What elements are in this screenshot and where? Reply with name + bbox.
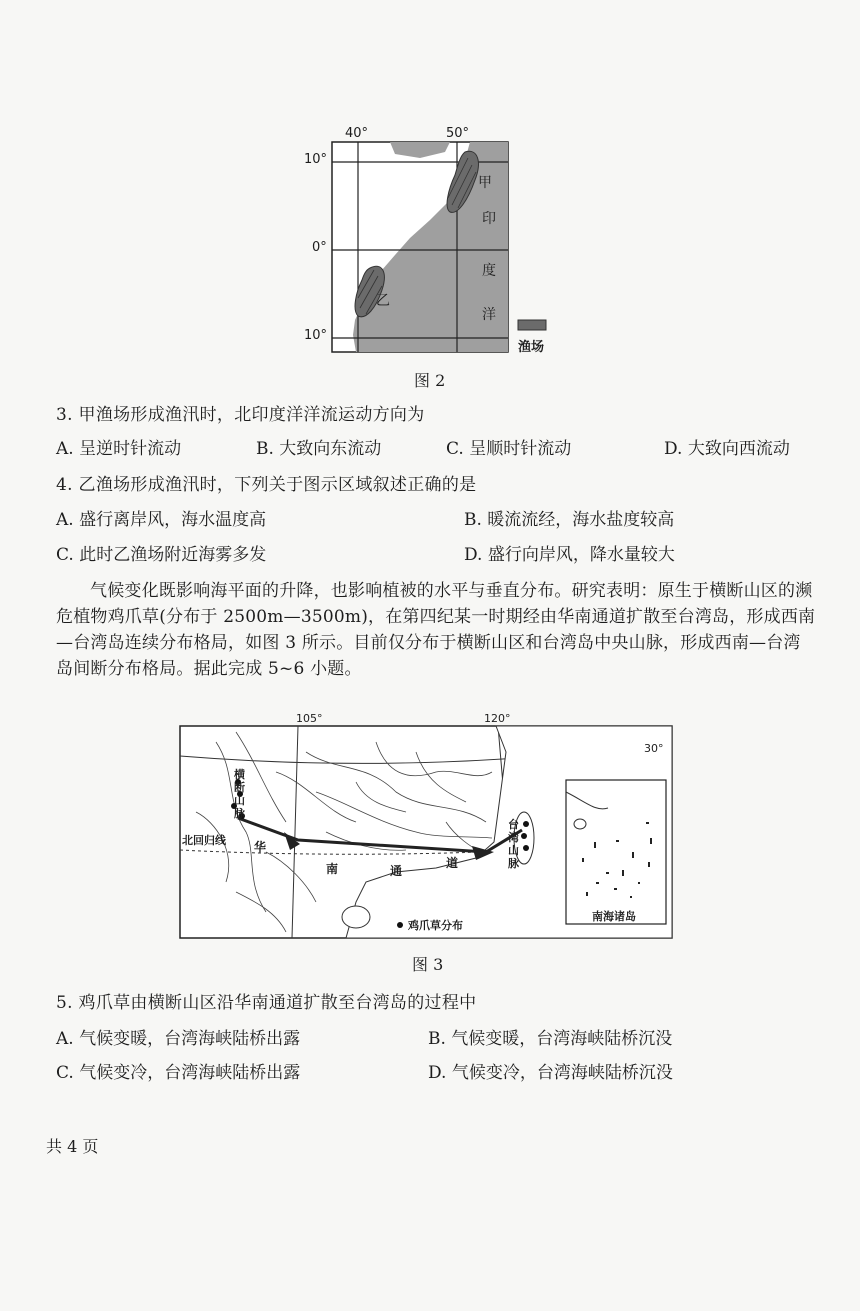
taiwan-char-1: 台 — [508, 818, 519, 831]
lat-label-0: 0° — [312, 240, 327, 255]
q5-option-d: D. 气候变冷，台湾海峡陆桥沉没 — [428, 1063, 673, 1083]
q3-option-c: C. 呈顺时针流动 — [446, 439, 572, 459]
question-4-stem: 4. 乙渔场形成渔汛时，下列关于图示区域叙述正确的是 — [56, 475, 477, 495]
sea-char-2: 度 — [482, 263, 496, 279]
hengduan-char-1: 横 — [234, 768, 245, 781]
q5-option-a: A. 气候变暖，台湾海峡陆桥出露 — [56, 1029, 301, 1049]
lat-label-10n: 10° — [304, 152, 328, 167]
sea-char-1: 印 — [482, 211, 496, 227]
q4-option-d: D. 盛行向岸风，降水量较大 — [464, 545, 675, 565]
lat-label-30: 30° — [644, 742, 664, 755]
figure-2-svg — [300, 120, 560, 360]
q4-option-c: C. 此时乙渔场附近海雾多发 — [56, 545, 267, 565]
passage-text: 气候变化既影响海平面的升降，也影响植被的水平与垂直分布。研究表明：原生于横断山区的濒危植物鸡爪草(分布于 2500m—3500m)，在第四纪某一时期经由华南通道扩散至台湾岛，形成西南—台湾岛连续分布格局，如图 3 所示。目前仅分布于横断山区和台湾岛中央山脉，形成西南—台湾岛间断分布格局。据此完成 5~6 小题。 — [56, 581, 816, 679]
page-footer: 共 4 页 — [46, 1137, 99, 1156]
taiwan-char-2: 湾 — [508, 831, 519, 844]
passage-char-2: 南 — [326, 862, 339, 876]
fishery-yi-label: 乙 — [376, 293, 390, 309]
passage-char-3: 通 — [390, 864, 403, 878]
hengduan-char-2: 断 — [234, 781, 245, 794]
lon-label-50: 50° — [446, 126, 470, 141]
hainan-island — [342, 906, 370, 928]
fishery-jia-label: 甲 — [478, 175, 492, 191]
taiwan-range-label — [508, 818, 522, 870]
lon-label-40: 40° — [345, 126, 369, 141]
inset-label: 南海诸岛 — [592, 910, 636, 923]
q5-option-b: B. 气候变暖，台湾海峡陆桥沉没 — [428, 1029, 673, 1049]
legend-fishery-label: 渔场 — [518, 340, 545, 355]
sea-char-3: 洋 — [482, 307, 496, 323]
q3-option-d: D. 大致向西流动 — [664, 439, 790, 459]
figure-2-map — [300, 120, 560, 360]
passage-char-4: 道 — [446, 856, 459, 870]
legend-dot — [397, 922, 403, 928]
passage-char-1: 华 — [254, 840, 267, 854]
lat-label-10s: 10° — [304, 328, 328, 343]
q3-option-b: B. 大致向东流动 — [256, 439, 382, 459]
taiwan-char-3: 山 — [508, 844, 519, 857]
question-5-stem: 5. 鸡爪草由横断山区沿华南通道扩散至台湾岛的过程中 — [56, 993, 477, 1013]
lon-label-105: 105° — [296, 712, 323, 725]
legend-distribution-label: 鸡爪草分布 — [408, 919, 463, 932]
figure-3-map — [176, 712, 676, 944]
q4-option-a: A. 盛行离岸风，海水温度高 — [56, 510, 267, 530]
q3-option-a: A. 呈逆时针流动 — [56, 439, 182, 459]
question-3-stem: 3. 甲渔场形成渔汛时，北印度洋洋流运动方向为 — [56, 405, 425, 425]
lon-label-120: 120° — [484, 712, 511, 725]
south-china-sea-inset — [566, 780, 666, 924]
figure-3-caption: 图 3 — [412, 955, 444, 974]
hengduan-char-4: 脉 — [234, 807, 245, 820]
q4-option-b: B. 暖流流经，海水盐度较高 — [464, 510, 675, 530]
legend-fishery-swatch — [518, 320, 546, 330]
taiwan-char-4: 脉 — [508, 857, 519, 870]
hengduan-label — [234, 768, 248, 820]
figure-2-caption: 图 2 — [414, 371, 446, 390]
q5-option-c: C. 气候变冷，台湾海峡陆桥出露 — [56, 1063, 301, 1083]
tropic-label: 北回归线 — [182, 834, 226, 847]
hengduan-char-3: 山 — [234, 794, 245, 807]
